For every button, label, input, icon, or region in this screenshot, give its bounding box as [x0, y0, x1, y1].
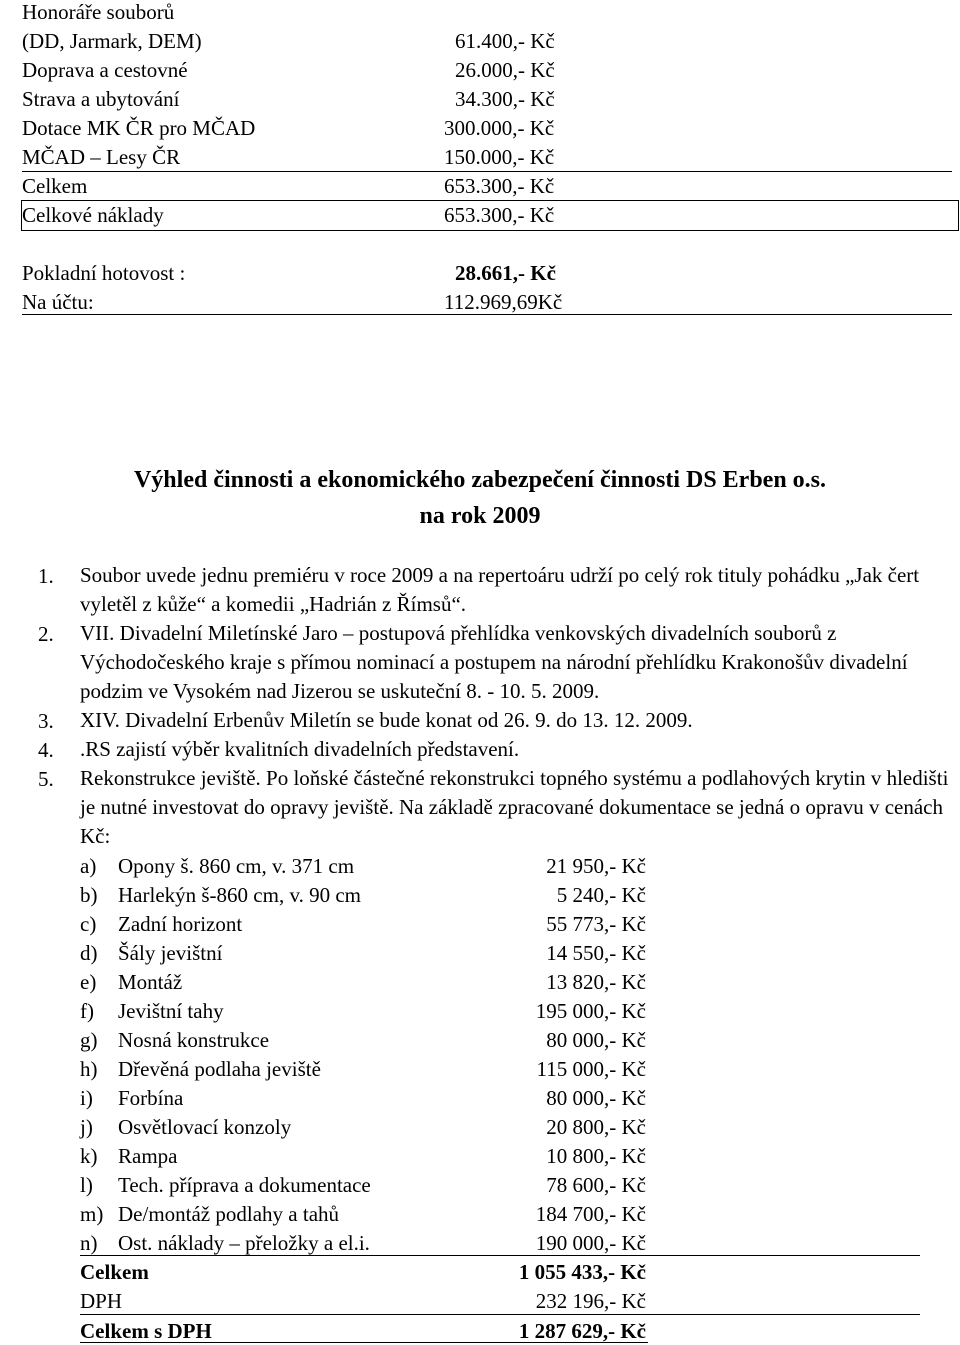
cost-label: Šály jevištní — [118, 941, 223, 965]
finance-amount: 653.300,- Kč — [444, 203, 555, 227]
cost-label: Montáž — [118, 970, 183, 994]
item-text: VII. Divadelní Miletínské Jaro – postupová přehlídka venkovských divadelních souborů z Východočeského kraje s přímou nominací a postupem na národní přehlídku Krakonošův divadelní podzim ve Vysokém nad Jizerou se uskuteční 8. - 10. 5. 2009. — [80, 621, 908, 703]
cost-label: Harlekýn š-860 cm, v. 90 cm — [118, 883, 361, 907]
cost-label: Jevištní tahy — [118, 999, 224, 1023]
finance-label: (DD, Jarmark, DEM) — [22, 29, 202, 53]
finance-label: Dotace MK ČR pro MČAD — [22, 116, 256, 140]
finance-amount: 300.000,- Kč — [444, 116, 555, 140]
grand-total-amount: 1 287 629,- Kč — [518, 1319, 646, 1343]
cost-letter: c) — [80, 912, 97, 936]
divider — [22, 314, 952, 315]
cost-letter: d) — [80, 941, 98, 965]
vat-label: DPH — [80, 1289, 123, 1313]
finance-label: Doprava a cestovné — [22, 58, 188, 82]
cost-label: Tech. příprava a dokumentace — [118, 1173, 371, 1197]
outlook-title: Výhled činnosti a ekonomického zabezpečení činnosti DS Erben o.s. — [133, 467, 827, 493]
item-number: 3. — [38, 709, 54, 733]
cost-amount: 14 550,- Kč — [546, 941, 646, 965]
cash-amount: 28.661,- Kč — [455, 261, 556, 285]
grand-total-label: Celkem s DPH — [80, 1319, 212, 1343]
finance-label: Celkem — [22, 174, 88, 198]
cost-amount: 184 700,- Kč — [535, 1202, 646, 1226]
divider — [80, 1255, 920, 1256]
cost-label: Dřevěná podlaha jeviště — [118, 1057, 321, 1081]
item-number: 4. — [38, 738, 54, 762]
cost-letter: i) — [80, 1086, 93, 1110]
cost-letter: n) — [80, 1231, 98, 1255]
cost-letter: e) — [80, 970, 97, 994]
cost-amount: 115 000,- Kč — [536, 1057, 646, 1081]
account-amount: 112.969,69Kč — [444, 290, 563, 314]
cost-amount: 55 773,- Kč — [546, 912, 646, 936]
outlook-subtitle: na rok 2009 — [419, 503, 541, 529]
finance-amount: 26.000,- Kč — [455, 58, 555, 82]
item-text: Soubor uvede jednu premiéru v roce 2009 a na repertoáru udrží po celý rok tituly pohádku „Jak čert vyletěl z kůže“ a komedii „Hadrián z Římsů“. — [80, 563, 920, 616]
cost-letter: a) — [80, 854, 97, 878]
cost-amount: 5 240,- Kč — [556, 883, 646, 907]
account-label: Na účtu: — [22, 290, 94, 314]
item-text: XIV. Divadelní Erbenův Miletín se bude konat od 26. 9. do 13. 12. 2009. — [80, 708, 693, 732]
item-number: 5. — [38, 767, 54, 791]
finance-amount: 61.400,- Kč — [455, 29, 555, 53]
cost-label: Osvětlovací konzoly — [118, 1115, 292, 1139]
cost-letter: k) — [80, 1144, 98, 1168]
item-number: 2. — [38, 622, 54, 646]
cost-letter: j) — [80, 1115, 93, 1139]
cost-letter: m) — [80, 1202, 104, 1226]
vat-amount: 232 196,- Kč — [535, 1289, 646, 1313]
cost-amount: 190 000,- Kč — [535, 1231, 646, 1255]
cost-letter: g) — [80, 1028, 98, 1052]
cost-label: Ost. náklady – přeložky a el.i. — [118, 1231, 370, 1255]
cost-amount: 78 600,- Kč — [546, 1173, 646, 1197]
cost-label: Zadní horizont — [118, 912, 243, 936]
cost-amount: 80 000,- Kč — [546, 1028, 646, 1052]
cost-label: Opony š. 860 cm, v. 371 cm — [118, 854, 355, 878]
cost-letter: l) — [80, 1173, 93, 1197]
cash-label: Pokladní hotovost : — [22, 261, 186, 285]
total-amount: 1 055 433,- Kč — [518, 1260, 646, 1284]
cost-label: De/montáž podlahy a tahů — [118, 1202, 340, 1226]
cost-label: Nosná konstrukce — [118, 1028, 270, 1052]
cost-label: Rampa — [118, 1144, 178, 1168]
cost-letter: h) — [80, 1057, 98, 1081]
finance-amount: 34.300,- Kč — [455, 87, 555, 111]
finance-label: MČAD – Lesy ČR — [22, 145, 181, 169]
cost-amount: 195 000,- Kč — [535, 999, 646, 1023]
divider — [80, 1342, 648, 1343]
item-number: 1. — [38, 564, 54, 588]
finance-label: Celkové náklady — [22, 203, 164, 227]
finance-label: Strava a ubytování — [22, 87, 180, 111]
item-text: Rekonstrukce jeviště. Po loňské částečné rekonstrukci topného systému a podlahových krytin v hledišti je nutné investovat do opravy jeviště. Na základě zpracované dokumentace se jedná o opravu v cenách Kč: — [80, 766, 949, 848]
divider — [80, 1314, 920, 1315]
cost-amount: 80 000,- Kč — [546, 1086, 646, 1110]
divider — [22, 171, 952, 172]
finance-amount: 150.000,- Kč — [444, 145, 555, 169]
cost-letter: f) — [80, 999, 94, 1023]
total-label: Celkem — [80, 1260, 149, 1284]
cost-amount: 21 950,- Kč — [546, 854, 646, 878]
cost-amount: 13 820,- Kč — [546, 970, 646, 994]
cost-letter: b) — [80, 883, 98, 907]
item-text: .RS zajistí výběr kvalitních divadelních představení. — [80, 737, 520, 761]
finance-amount: 653.300,- Kč — [444, 174, 555, 198]
cost-label: Forbína — [118, 1086, 184, 1110]
cost-amount: 20 800,- Kč — [546, 1115, 646, 1139]
finance-label: Honoráře souborů — [22, 0, 175, 24]
cost-amount: 10 800,- Kč — [546, 1144, 646, 1168]
